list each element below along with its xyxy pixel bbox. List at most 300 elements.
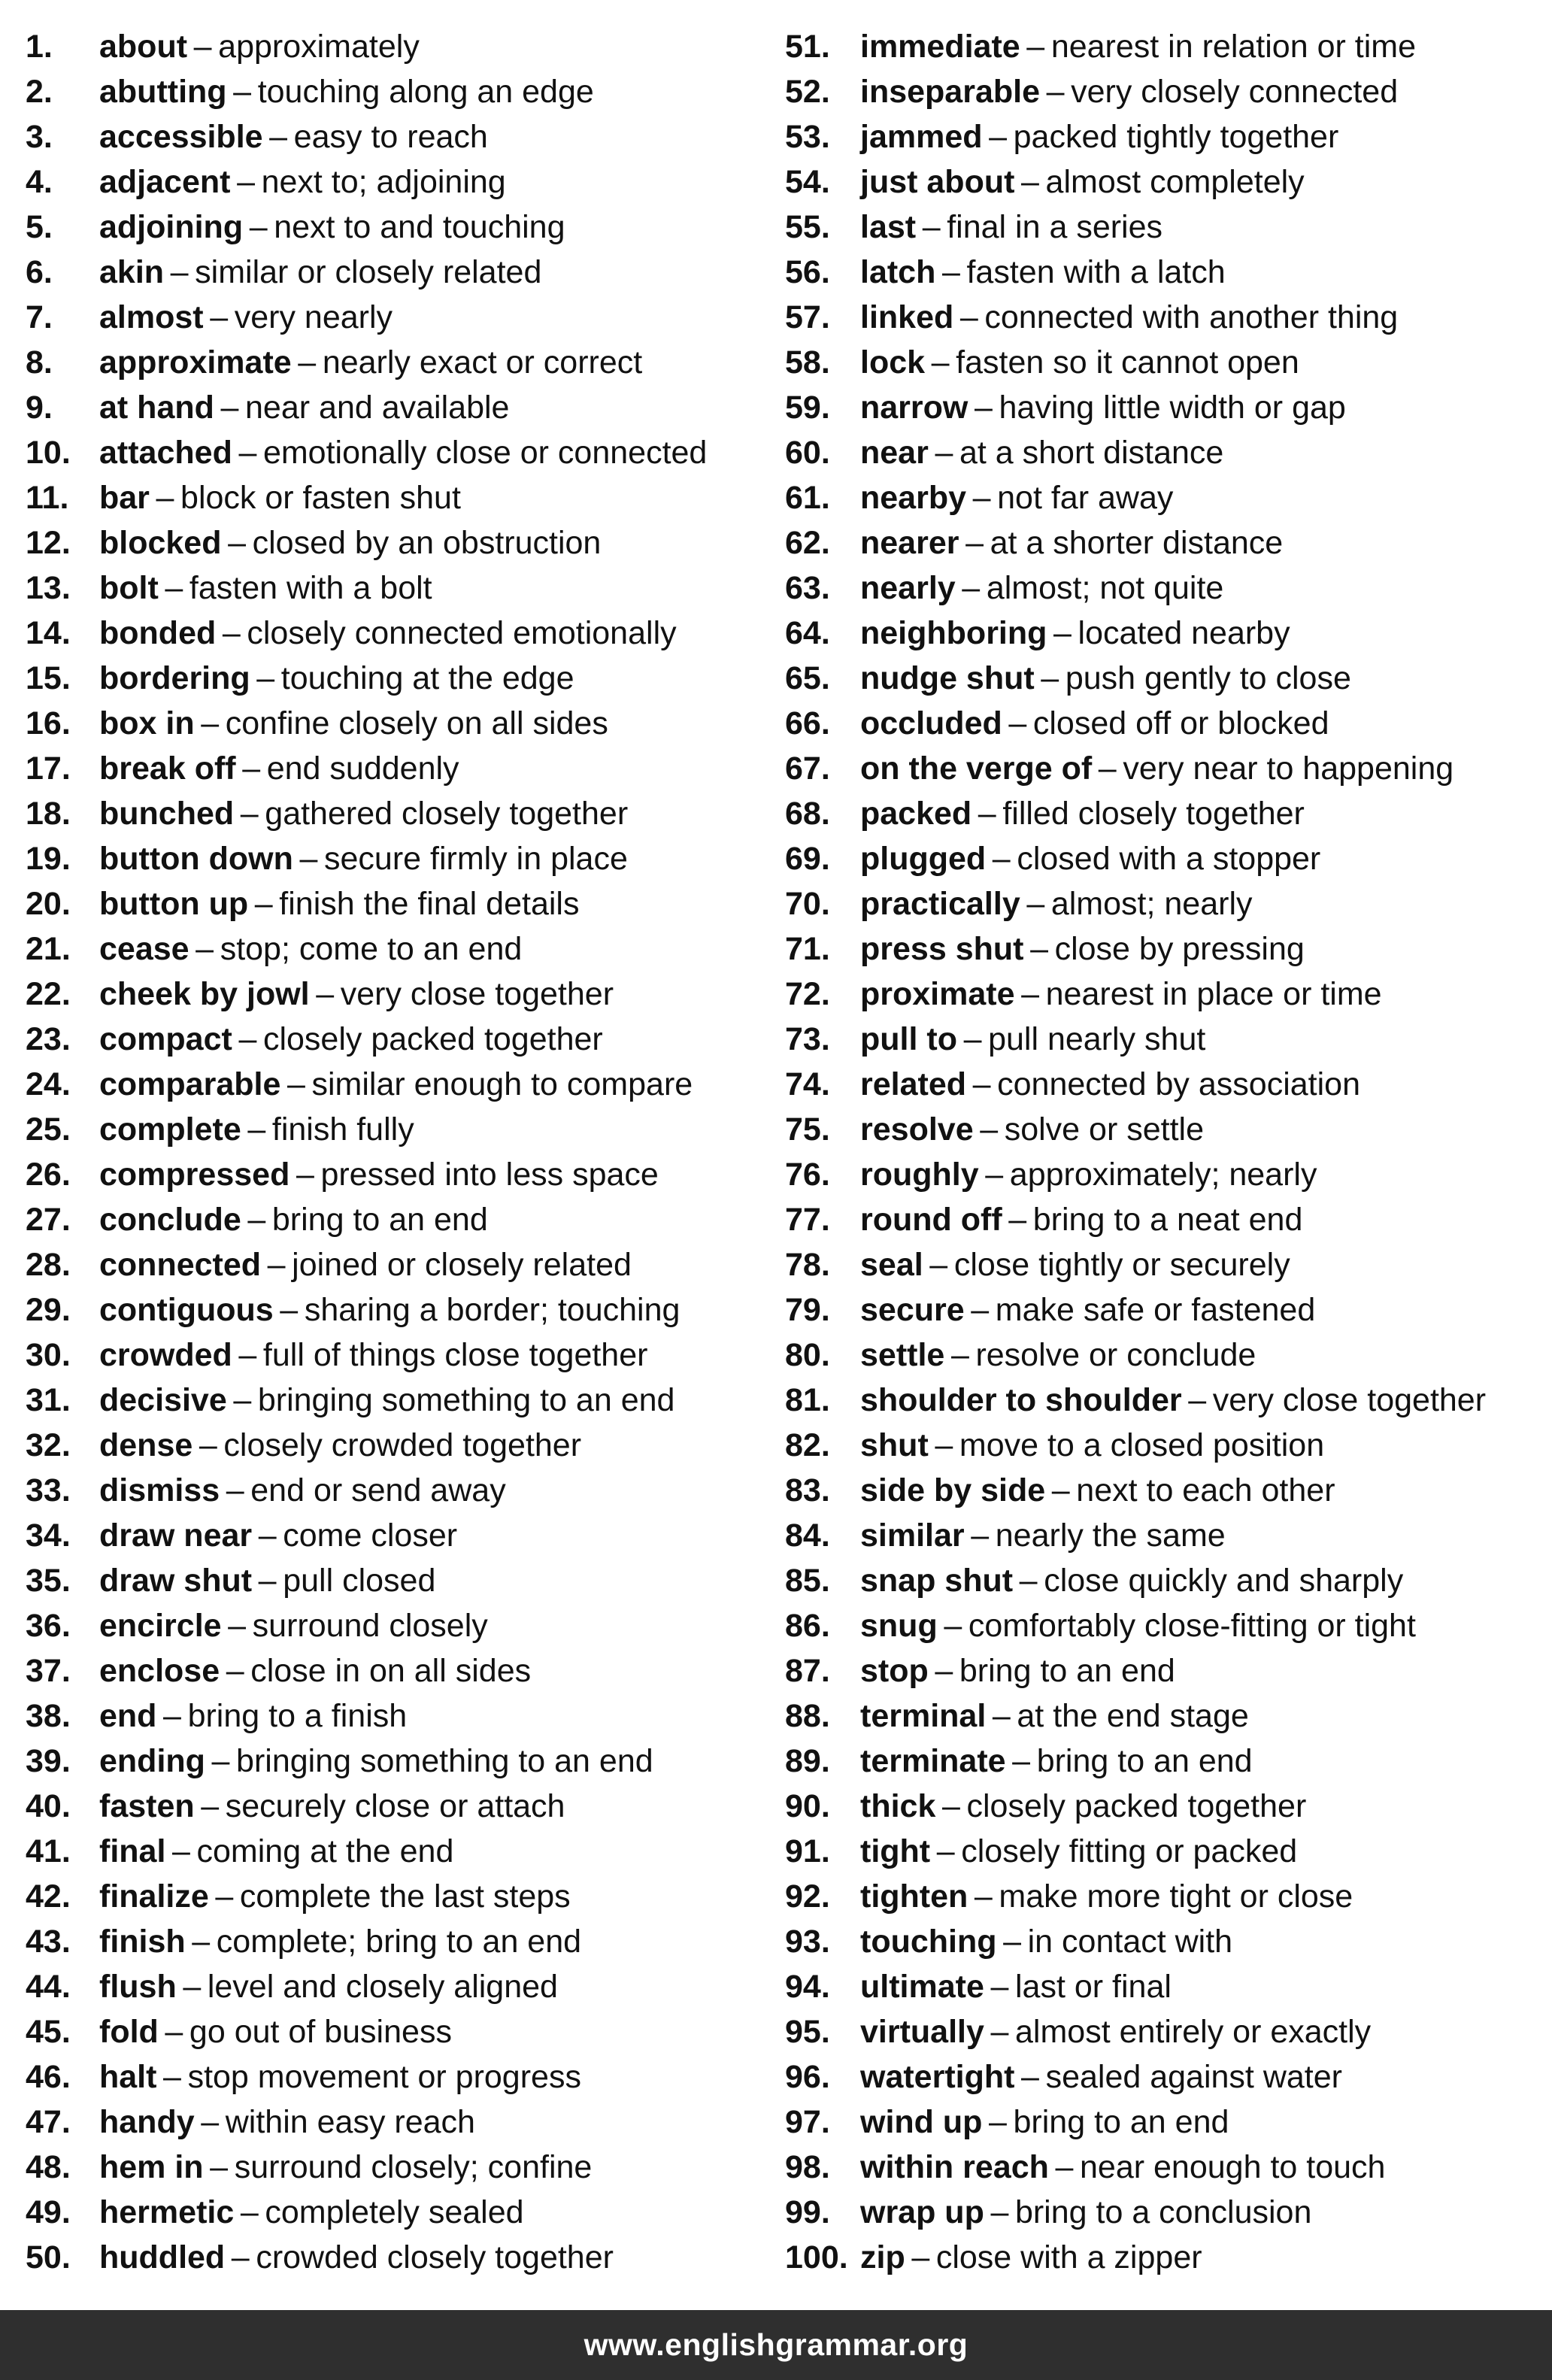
item-text [99,565,432,611]
item-dash: – [1188,1382,1207,1418]
item-definition: having little width or gap [999,390,1346,426]
item-dash: – [1012,1743,1031,1779]
item-number: 58. [785,344,830,380]
item-text [860,340,1299,385]
item-dash: – [170,254,189,290]
list-item [785,1739,1552,1784]
list-item [26,1017,778,1062]
item-term: proximate [860,976,1015,1012]
item-number: 81. [785,1382,830,1418]
item-definition: not far away [997,480,1174,516]
item-definition: in contact with [1027,1924,1233,1960]
item-term: bunched [99,796,235,832]
item-dash: – [201,1788,220,1824]
item-text [860,1423,1324,1468]
item-text [99,1603,488,1648]
item-dash: – [215,1878,234,1915]
item-definition: very near to happening [1123,750,1454,787]
item-dash: – [226,1472,244,1508]
item-number: 56. [785,254,830,290]
item-term: thick [860,1788,936,1824]
item-number: 2. [26,74,53,110]
item-dash: – [247,1111,266,1148]
item-number: 80. [785,1337,830,1373]
item-dash: – [199,1427,217,1463]
item-dash: – [935,435,953,471]
item-number: 34. [26,1517,71,1554]
item-dash: – [280,1292,299,1328]
item-dash: – [1021,164,1039,200]
item-number: 6. [26,254,53,290]
list-item [26,2145,778,2190]
list-item [26,2235,778,2280]
item-number: 51. [785,29,830,65]
item-term: on the verge of [860,750,1093,787]
list-item [785,24,1552,69]
item-number: 7. [26,299,53,335]
item-text [860,1378,1486,1423]
item-text [860,972,1382,1017]
item-definition: bring to a conclusion [1014,2194,1312,2230]
item-term: zip [860,2239,905,2275]
item-dash: – [228,1608,247,1644]
item-dash: – [201,705,220,741]
item-dash: – [238,435,257,471]
item-definition: almost; not quite [986,570,1224,606]
item-term: button up [99,886,249,922]
item-definition: very close together [340,976,614,1012]
item-definition: complete the last steps [239,1878,571,1915]
item-number: 31. [26,1382,71,1418]
item-text [860,1739,1253,1784]
item-definition: move to a closed position [959,1427,1325,1463]
list-item [785,1693,1552,1739]
item-text [860,520,1283,565]
item-term: draw near [99,1517,253,1554]
item-dash: – [971,1517,990,1554]
item-dash: – [941,1788,960,1824]
item-term: linked [860,299,954,335]
list-item [26,2054,778,2100]
item-term: about [99,29,188,65]
item-text [860,1017,1205,1062]
item-definition: end or send away [250,1472,506,1508]
item-dash: – [231,2239,250,2275]
item-number: 57. [785,299,830,335]
item-number: 74. [785,1066,830,1102]
item-dash: – [1019,1563,1038,1599]
item-definition: secure firmly in place [324,841,628,877]
item-text [860,114,1338,159]
item-term: compact [99,1021,232,1057]
item-number: 96. [785,2059,830,2095]
item-text [99,1919,581,1964]
item-term: just about [860,164,1015,200]
item-definition: gathered closely together [265,796,629,832]
item-dash: – [1008,705,1027,741]
item-definition: almost completely [1045,164,1305,200]
item-dash: – [193,29,212,65]
item-text [99,836,628,881]
item-number: 94. [785,1969,830,2005]
item-text [860,1558,1403,1603]
item-number: 47. [26,2104,71,2140]
item-definition: touching along an edge [257,74,594,110]
item-number: 10. [26,435,71,471]
item-definition: easy to reach [293,119,488,155]
list-item [785,1784,1552,1829]
item-dash: – [163,1698,181,1734]
item-dash: – [228,525,247,561]
item-term: ultimate [860,1969,984,2005]
item-text [99,1287,680,1332]
item-term: huddled [99,2239,226,2275]
item-definition: pressed into less space [320,1157,659,1193]
item-term: bordering [99,660,250,696]
list-item [26,475,778,520]
item-dash: – [210,299,229,335]
item-definition: very closely connected [1071,74,1399,110]
item-number: 23. [26,1021,71,1057]
item-dash: – [1046,74,1065,110]
item-term: bar [99,480,150,516]
item-definition: bring to an end [959,1653,1175,1689]
item-text [860,1784,1306,1829]
item-definition: surround closely; confine [234,2149,593,2185]
list-item [26,565,778,611]
item-number: 62. [785,525,830,561]
item-term: near [860,435,929,471]
list-item [26,1378,778,1423]
item-text [860,159,1305,205]
item-number: 88. [785,1698,830,1734]
item-number: 60. [785,435,830,471]
list-item [26,1874,778,1919]
item-term: compressed [99,1157,290,1193]
item-text [99,1648,531,1693]
item-text [860,791,1305,836]
item-dash: – [211,1743,230,1779]
list-item [785,159,1552,205]
item-number: 49. [26,2194,71,2230]
list-item [785,611,1552,656]
item-term: abutting [99,74,227,110]
list-item [785,791,1552,836]
item-term: watertight [860,2059,1015,2095]
item-term: hem in [99,2149,204,2185]
list-item [26,2190,778,2235]
item-text [99,69,594,114]
item-term: bonded [99,615,217,651]
item-number: 70. [785,886,830,922]
item-text [99,2235,614,2280]
list-item [26,1197,778,1242]
item-number: 30. [26,1337,71,1373]
item-term: settle [860,1337,945,1373]
item-dash: – [992,1698,1011,1734]
item-definition: nearest in place or time [1045,976,1382,1012]
item-number: 86. [785,1608,830,1644]
item-number: 72. [785,976,830,1012]
item-number: 50. [26,2239,71,2275]
item-term: cheek by jowl [99,976,310,1012]
item-dash: – [944,1608,962,1644]
item-dash: – [258,1517,277,1554]
item-dash: – [1051,1472,1070,1508]
list-item [785,1558,1552,1603]
item-text [99,926,522,972]
item-term: cease [99,931,189,967]
list-item [785,1107,1552,1152]
list-item [785,2009,1552,2054]
list-item [26,1332,778,1378]
item-dash: – [989,119,1008,155]
list-item [785,565,1552,611]
item-definition: go out of business [189,2014,452,2050]
item-text [99,205,565,250]
list-item [785,701,1552,746]
item-number: 61. [785,480,830,516]
item-definition: pull nearly shut [988,1021,1206,1057]
list-item [785,1062,1552,1107]
list-item [26,159,778,205]
item-dash: – [974,1878,993,1915]
item-term: stop [860,1653,929,1689]
item-text [860,2145,1385,2190]
item-text [860,430,1223,475]
item-term: contiguous [99,1292,274,1328]
item-dash: – [1003,1924,1022,1960]
item-term: end [99,1698,157,1734]
item-term: bolt [99,570,159,606]
item-definition: touching at the edge [280,660,574,696]
item-number: 21. [26,931,71,967]
item-term: approximate [99,344,292,380]
item-number: 92. [785,1878,830,1915]
item-term: jammed [860,119,983,155]
item-term: lock [860,344,926,380]
item-definition: bring to a finish [187,1698,408,1734]
item-text [99,2009,452,2054]
item-text [860,2054,1342,2100]
item-definition: fasten so it cannot open [956,344,1299,380]
item-dash: – [971,1292,990,1328]
item-term: complete [99,1111,241,1148]
item-definition: close tightly or securely [953,1247,1290,1283]
item-definition: full of things close together [262,1337,648,1373]
item-term: adjacent [99,164,231,200]
item-text [99,295,393,340]
item-number: 78. [785,1247,830,1283]
item-text [99,1332,647,1378]
item-definition: closed off or blocked [1032,705,1329,741]
item-definition: located nearby [1078,615,1290,651]
item-dash: – [210,2149,229,2185]
item-dash: – [935,1653,953,1689]
item-text [99,340,642,385]
item-term: ending [99,1743,205,1779]
list-item [26,1784,778,1829]
list-item [785,656,1552,701]
list-item [785,1197,1552,1242]
item-text [860,1468,1335,1513]
item-text [860,1513,1226,1558]
item-dash: – [1030,931,1048,967]
item-definition: nearly exact or correct [322,344,643,380]
item-dash: – [962,570,981,606]
item-definition: closely packed together [966,1788,1307,1824]
item-dash: – [267,1247,286,1283]
item-number: 43. [26,1924,71,1960]
item-term: akin [99,254,165,290]
item-number: 100. [785,2239,848,2275]
list-item [26,2009,778,2054]
item-number: 38. [26,1698,71,1734]
list-item [26,1919,778,1964]
item-number: 69. [785,841,830,877]
item-text [860,1603,1416,1648]
item-text [860,746,1453,791]
item-term: hermetic [99,2194,235,2230]
list-item [26,520,778,565]
item-dash: – [249,209,268,245]
list-item [26,69,778,114]
item-term: enclose [99,1653,220,1689]
item-text [99,2145,592,2190]
item-dash: – [1041,660,1059,696]
item-term: round off [860,1202,1002,1238]
item-number: 9. [26,390,53,426]
item-dash: – [1021,2059,1039,2095]
item-term: within reach [860,2149,1049,2185]
item-text [99,250,541,295]
item-dash: – [196,931,214,967]
list-item [785,1829,1552,1874]
item-definition: close quickly and sharply [1044,1563,1404,1599]
item-dash: – [963,1021,982,1057]
item-dash: – [165,2014,183,2050]
item-text [99,2100,475,2145]
item-text [860,836,1320,881]
item-text [99,1468,506,1513]
list-item [26,1693,778,1739]
item-dash: – [299,841,318,877]
item-dash: – [296,1157,314,1193]
item-text [860,69,1398,114]
item-term: fold [99,2014,159,2050]
item-number: 32. [26,1427,71,1463]
item-text [860,2235,1202,2280]
item-term: secure [860,1292,965,1328]
item-definition: almost entirely or exactly [1015,2014,1372,2050]
item-term: nearly [860,570,956,606]
list-item [785,430,1552,475]
item-text [99,1874,571,1919]
item-number: 5. [26,209,53,245]
item-dash: – [941,254,960,290]
list-item [785,520,1552,565]
item-term: decisive [99,1382,227,1418]
item-number: 27. [26,1202,71,1238]
list-item [785,385,1552,430]
list-item [26,926,778,972]
item-number: 17. [26,750,71,787]
item-term: packed [860,796,972,832]
item-number: 71. [785,931,830,967]
item-text [860,926,1305,972]
item-definition: at a short distance [959,435,1224,471]
item-term: practically [860,886,1020,922]
item-dash: – [985,1157,1004,1193]
item-dash: – [1021,976,1040,1012]
item-text [99,701,608,746]
item-dash: – [911,2239,930,2275]
item-number: 54. [785,164,830,200]
list-item [785,1287,1552,1332]
item-number: 37. [26,1653,71,1689]
item-term: seal [860,1247,923,1283]
item-dash: – [226,1653,244,1689]
item-definition: closely crowded together [223,1427,582,1463]
list-item [785,1874,1552,1919]
item-term: nearer [860,525,959,561]
item-definition: block or fasten shut [180,480,461,516]
item-term: blocked [99,525,222,561]
item-dash: – [258,1563,277,1599]
item-term: dismiss [99,1472,220,1508]
item-definition: push gently to close [1065,660,1351,696]
item-term: dense [99,1427,193,1463]
item-text [860,1197,1302,1242]
item-definition: level and closely aligned [207,1969,558,2005]
item-definition: finish fully [271,1111,414,1148]
item-dash: – [931,344,950,380]
item-text [99,520,601,565]
list-item [785,475,1552,520]
footer-url: www.englishgrammar.org [584,2327,968,2362]
item-number: 66. [785,705,830,741]
item-term: latch [860,254,936,290]
list-item [785,1423,1552,1468]
item-number: 33. [26,1472,71,1508]
item-dash: – [950,1337,969,1373]
item-definition: end suddenly [266,750,459,787]
list-item [26,611,778,656]
item-text [860,1829,1297,1874]
list-item [785,926,1552,972]
item-term: neighboring [860,615,1047,651]
item-number: 40. [26,1788,71,1824]
list-item [26,430,778,475]
item-text [99,24,420,69]
item-number: 39. [26,1743,71,1779]
item-dash: – [220,390,239,426]
list-item [26,1062,778,1107]
item-number: 28. [26,1247,71,1283]
item-dash: – [238,1337,257,1373]
item-definition: bring to an end [1013,2104,1229,2140]
list-item [785,2235,1552,2280]
item-dash: – [922,209,941,245]
item-number: 91. [785,1833,830,1869]
item-number: 53. [785,119,830,155]
item-term: encircle [99,1608,222,1644]
list-item [26,1242,778,1287]
item-term: wrap up [860,2194,984,2230]
list-item [785,69,1552,114]
item-dash: – [992,841,1011,877]
item-term: fasten [99,1788,195,1824]
